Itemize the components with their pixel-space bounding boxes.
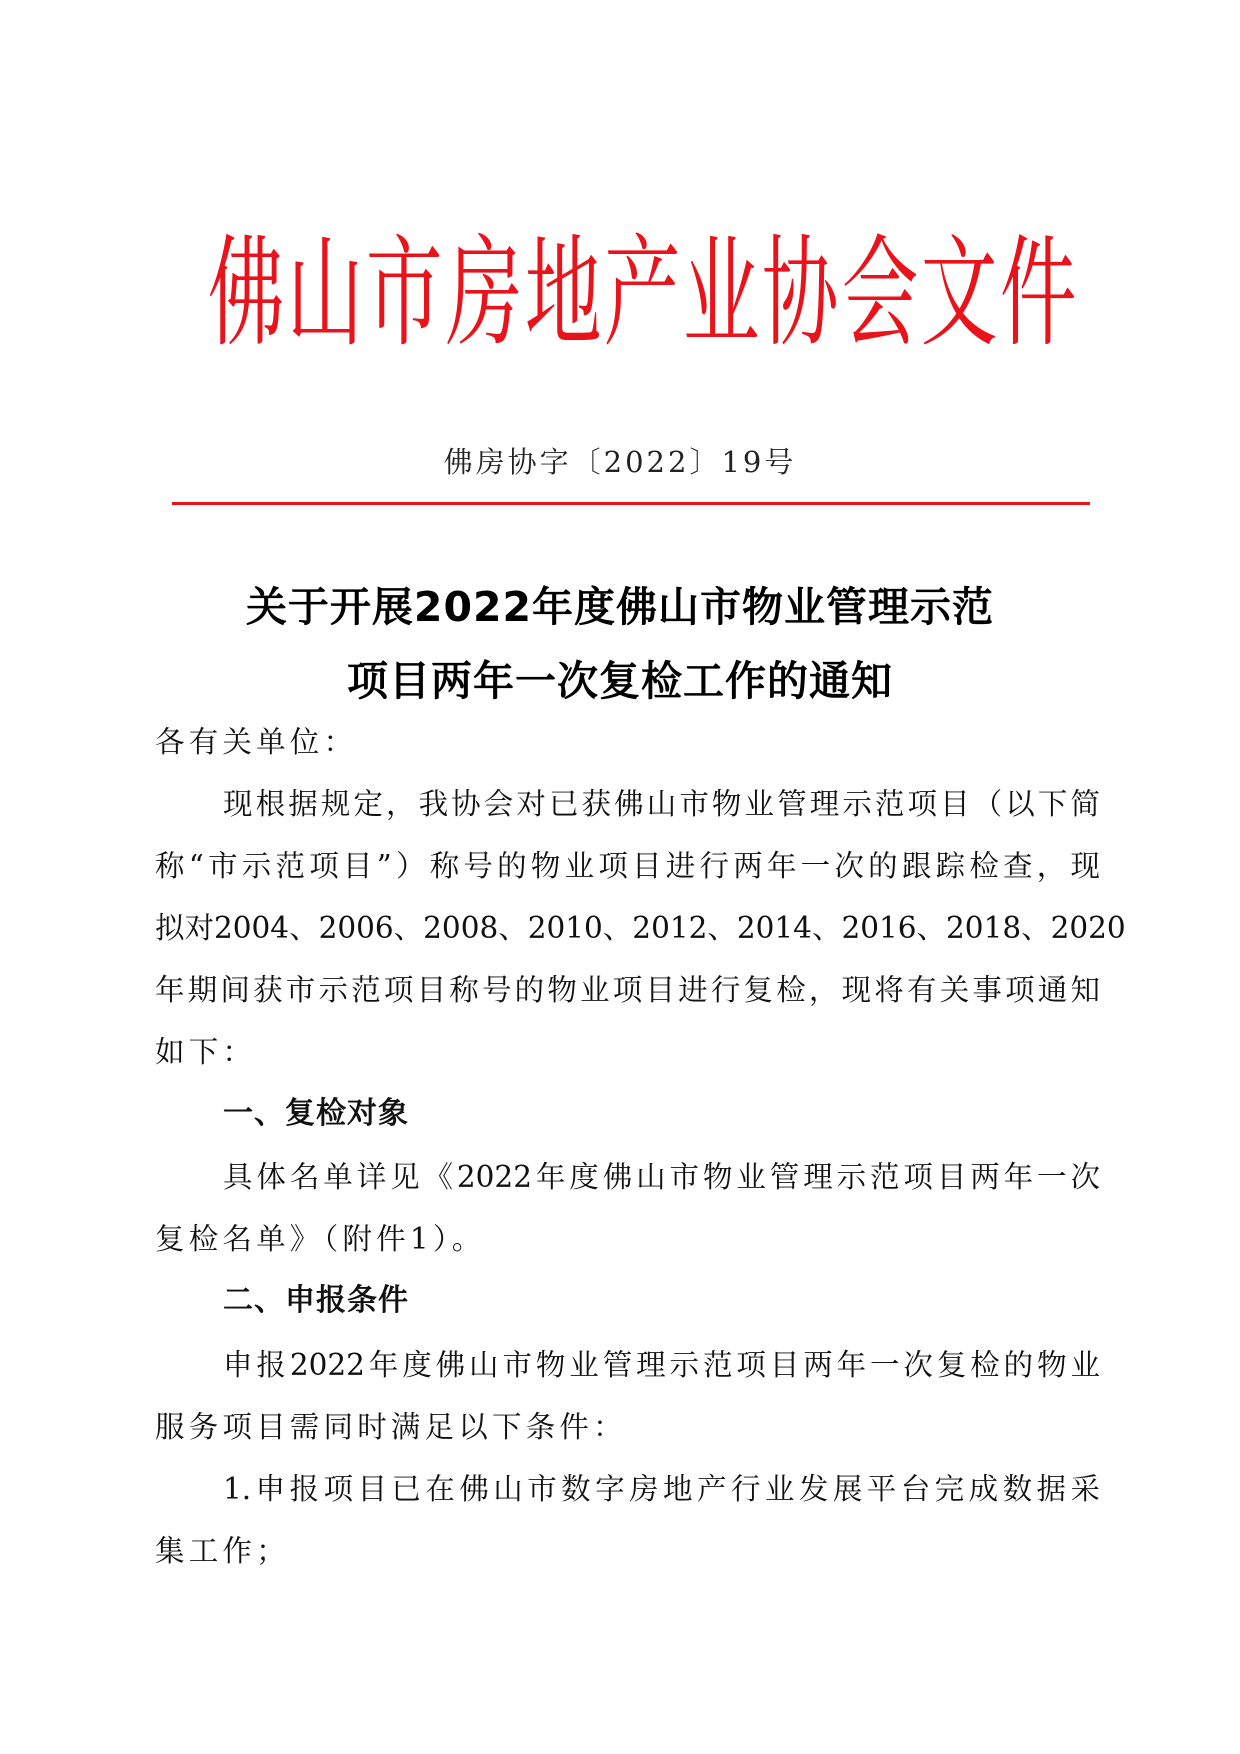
masthead-char: 件 bbox=[999, 223, 1077, 363]
intro-line: 拟对2004、2006、2008、2010、2012、2014、2016、2018、2020 bbox=[155, 911, 1126, 945]
section-line: 复检名单》（附件1）。 bbox=[155, 1222, 486, 1256]
condition-item-1: 1.申报项目已在佛山市数字房地产行业发展平台完成数据采 bbox=[223, 1472, 1100, 1506]
red-divider-rule bbox=[172, 502, 1090, 505]
intro-line: 称“市示范项目”）称号的物业项目进行两年一次的跟踪检查，现 bbox=[155, 849, 1100, 883]
section-line: 具体名单详见《2022年度佛山市物业管理示范项目两年一次 bbox=[223, 1160, 1100, 1194]
salutation: 各有关单位： bbox=[155, 725, 358, 759]
condition-item-1-cont: 集工作； bbox=[155, 1534, 290, 1568]
masthead-char: 会 bbox=[841, 223, 919, 363]
masthead-title bbox=[200, 223, 1077, 363]
section-line: 申报2022年度佛山市物业管理示范项目两年一次复检的物业 bbox=[223, 1348, 1100, 1382]
intro-line: 如下： bbox=[155, 1035, 257, 1069]
masthead-char: 佛 bbox=[207, 223, 285, 363]
intro-line: 年期间获市示范项目称号的物业项目进行复检，现将有关事项通知 bbox=[155, 973, 1100, 1007]
document-number: 佛房协字〔2022〕19号 bbox=[443, 445, 797, 479]
notice-title-line-1: 关于开展2022年度佛山市物业管理示范 bbox=[245, 583, 995, 631]
section-heading-application-conditions: 二、申报条件 bbox=[223, 1283, 409, 1318]
masthead-char: 产 bbox=[603, 223, 681, 363]
masthead-char: 地 bbox=[524, 223, 602, 363]
masthead-char: 房 bbox=[445, 223, 523, 363]
intro-line: 现根据规定，我协会对已获佛山市物业管理示范项目（以下简 bbox=[223, 787, 1100, 821]
masthead-char: 协 bbox=[762, 223, 839, 363]
masthead-char: 文 bbox=[920, 223, 998, 363]
masthead-char: 市 bbox=[366, 223, 443, 363]
masthead-char: 山 bbox=[286, 223, 364, 363]
notice-title-line-2: 项目两年一次复检工作的通知 bbox=[347, 657, 893, 705]
section-line: 服务项目需同时满足以下条件： bbox=[155, 1410, 627, 1444]
section-heading-review-targets: 一、复检对象 bbox=[223, 1096, 409, 1131]
masthead-char: 业 bbox=[682, 223, 760, 363]
